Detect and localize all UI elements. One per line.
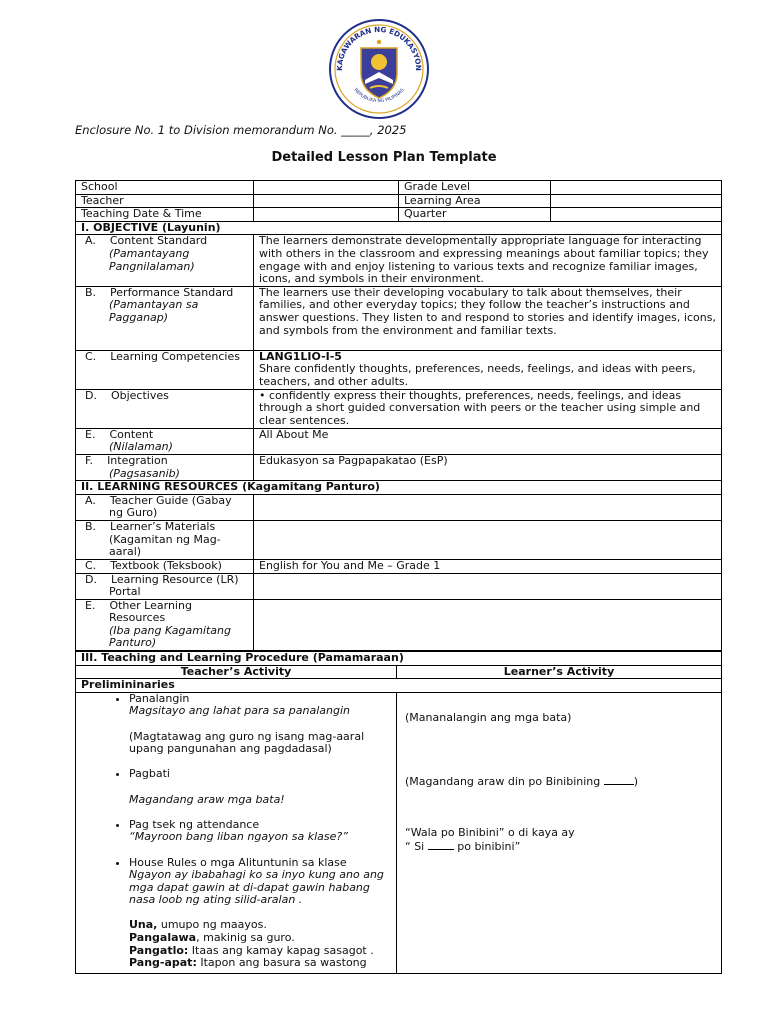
document-title: Detailed Lesson Plan Template	[271, 150, 497, 165]
activity-line: Magsitayo ang lahat para sa panalangin	[129, 704, 350, 718]
objective-row	[76, 235, 722, 286]
activity-line: (Magtatawag ang guro ng isang mag-aaral upang pangunahan ang pagdadasal)	[129, 729, 365, 756]
header-label: School	[76, 181, 254, 195]
row-number: A.	[85, 493, 96, 507]
rule-label: Pangatlo:	[129, 943, 189, 957]
row-sublabel: (Nilalaman)	[109, 440, 173, 454]
activity-line: “Mayroon bang liban ngayon sa klase?”	[129, 830, 348, 844]
resource-row	[76, 559, 722, 573]
row-number: C.	[85, 558, 97, 572]
row-label: Teacher Guide (Gabay ng Guro)	[109, 493, 232, 520]
resource-row	[76, 599, 722, 650]
header-value-cell[interactable]	[551, 194, 722, 208]
learner-response: (Mananalangin ang mga bata)	[405, 710, 572, 724]
activity-item	[129, 857, 391, 970]
activity-title: Panalangin	[129, 691, 190, 705]
row-value[interactable]	[254, 573, 722, 599]
learner-response	[405, 840, 716, 854]
rule-text: umupo ng maayos.	[157, 918, 267, 932]
row-value: All About Me	[254, 428, 722, 454]
header-row	[76, 194, 722, 208]
teacher-activity-cell	[76, 692, 397, 973]
learner-response-text: po binibini”	[453, 839, 521, 853]
procedure-table	[75, 651, 722, 974]
header-label: Quarter	[399, 208, 551, 222]
deped-seal-logo	[328, 18, 430, 120]
learner-activity-cell	[397, 692, 722, 973]
row-label: Integration	[107, 453, 168, 467]
activity-item	[129, 693, 391, 769]
row-number: E.	[85, 427, 96, 441]
row-label: Learner’s Materials (Kagamitan ng Mag-aaral)	[109, 519, 221, 559]
procedure-row	[76, 692, 722, 973]
learner-response-text: (Magandang araw din po Binibining	[405, 775, 604, 789]
rule-text: Itapon ang basura sa wastong	[196, 956, 367, 970]
header-label: Teacher	[76, 194, 254, 208]
enclosure-line: Enclosure No. 1 to Division memorandum No. _____, 2025	[75, 123, 407, 137]
row-number: C.	[85, 349, 97, 363]
teacher-activity-header: Teacher’s Activity	[76, 665, 397, 679]
row-sublabel: (Pamantayang Pangnilalaman)	[109, 246, 195, 273]
row-number: F.	[85, 453, 94, 467]
learner-response	[405, 775, 716, 789]
row-value: Edukasyon sa Pagpapakatao (EsP)	[254, 454, 722, 480]
row-value[interactable]	[254, 494, 722, 520]
rule-label: Una,	[129, 918, 158, 932]
learner-activity-header: Learner’s Activity	[397, 665, 722, 679]
row-number: D.	[85, 388, 97, 402]
objective-row	[76, 389, 722, 428]
seal-inner-text: REPUBLIKA NG PILIPINAS	[352, 88, 406, 105]
rule-label: Pangalawa	[129, 931, 197, 945]
header-value-cell[interactable]	[254, 181, 399, 195]
row-number: E.	[85, 598, 96, 612]
row-value[interactable]	[254, 520, 722, 559]
row-sublabel: (Pamantayan sa Pagganap)	[109, 298, 199, 324]
row-label: Content Standard	[109, 234, 208, 248]
row-value: • confidently express their thoughts, preferences, needs, feelings, and ideas through a short guided conversation with peers or the teacher using simple and clear sentences.	[254, 389, 722, 428]
row-value: English for You and Me – Grade 1	[254, 559, 722, 573]
rule-text: Itaas ang kamay kapag sasagot .	[188, 943, 374, 957]
row-label: Content	[109, 427, 154, 441]
header-row	[76, 208, 722, 222]
row-sublabel: (Iba pang Kagamitang Panturo)	[109, 623, 231, 650]
resource-row	[76, 573, 722, 599]
row-number: A.	[85, 234, 96, 248]
row-label: Objectives	[110, 388, 169, 402]
header-label: Grade Level	[399, 181, 551, 195]
row-label: Textbook (Teksbook)	[110, 558, 222, 572]
learner-response: “Wala po Binibini” o di kaya ay	[405, 825, 575, 839]
row-label: Performance Standard	[110, 285, 234, 299]
section-heading-procedure: III. Teaching and Learning Procedure (Pamamaraan)	[76, 652, 722, 666]
row-label: Learning Resource (LR) Portal	[109, 572, 239, 599]
rule-text: , makinig sa guro.	[196, 931, 295, 945]
header-value-cell[interactable]	[551, 208, 722, 222]
row-value[interactable]	[254, 599, 722, 650]
section-heading-resources: II. LEARNING RESOURCES (Kagamitang Panturo)	[76, 481, 722, 495]
header-label: Teaching Date & Time	[76, 208, 254, 222]
activity-title: House Rules o mga Alituntunin sa klase	[129, 855, 347, 869]
seal-outer-text: KAGAWARAN NG EDUKASYON	[334, 24, 424, 71]
header-row	[76, 181, 722, 195]
objective-row	[76, 428, 722, 454]
row-number: B.	[85, 285, 97, 299]
activity-line: Ngayon ay ibabahagi ko sa inyo kung ano ang mga dapat gawin at di-dapat gawin habang nasa loob ng ating silid-aralan .	[129, 868, 384, 907]
learner-response-text: )	[633, 775, 639, 789]
name-blank	[428, 840, 454, 850]
row-number: B.	[85, 519, 97, 533]
objective-row	[76, 454, 722, 480]
learner-response-text: “ Si	[405, 839, 428, 853]
competency-code: LANG1LIO-I-5	[259, 349, 342, 363]
header-value-cell[interactable]	[254, 194, 399, 208]
row-sublabel: (Pagsasanib)	[109, 466, 180, 480]
row-number: D.	[85, 572, 97, 586]
row-value: The learners use their developing vocabulary to talk about themselves, their families, and other everyday topics; they follow the teacher’s instructions and answer questions. They listen to and respond to stories and identify images, icons, and symbols from the environment and familiar texts.	[254, 286, 722, 350]
row-label: Other Learning Resources	[109, 598, 192, 625]
header-value-cell[interactable]	[551, 181, 722, 195]
resource-row	[76, 494, 722, 520]
activity-line: Magandang araw mga bata!	[129, 792, 285, 806]
lesson-plan-table	[75, 180, 722, 651]
activity-title: Pag tsek ng attendance	[129, 817, 260, 831]
rule-label: Pang-apat:	[129, 956, 197, 970]
objective-row	[76, 350, 722, 389]
preliminaries-heading: Prelimininaries	[76, 679, 722, 693]
row-value: Share confidently thoughts, preferences, needs, feelings, and ideas with peers, teachers, and other adults.	[259, 362, 696, 388]
name-blank	[604, 775, 634, 785]
resource-row	[76, 520, 722, 559]
section-heading-objective: I. OBJECTIVE (Layunin)	[76, 221, 722, 235]
row-value: The learners demonstrate developmentally appropriate language for interacting with others in the classroom and expressing meanings about familiar topics; they engage with and enjoy listening to various texts and recognize familiar images, icons, and symbols in their environment.	[254, 235, 722, 286]
activity-item	[129, 819, 391, 857]
header-value-cell[interactable]	[254, 208, 399, 222]
activity-title: Pagbati	[129, 767, 170, 781]
objective-row	[76, 286, 722, 350]
activity-item	[129, 768, 391, 818]
header-label: Learning Area	[399, 194, 551, 208]
row-label: Learning Competencies	[110, 349, 240, 363]
